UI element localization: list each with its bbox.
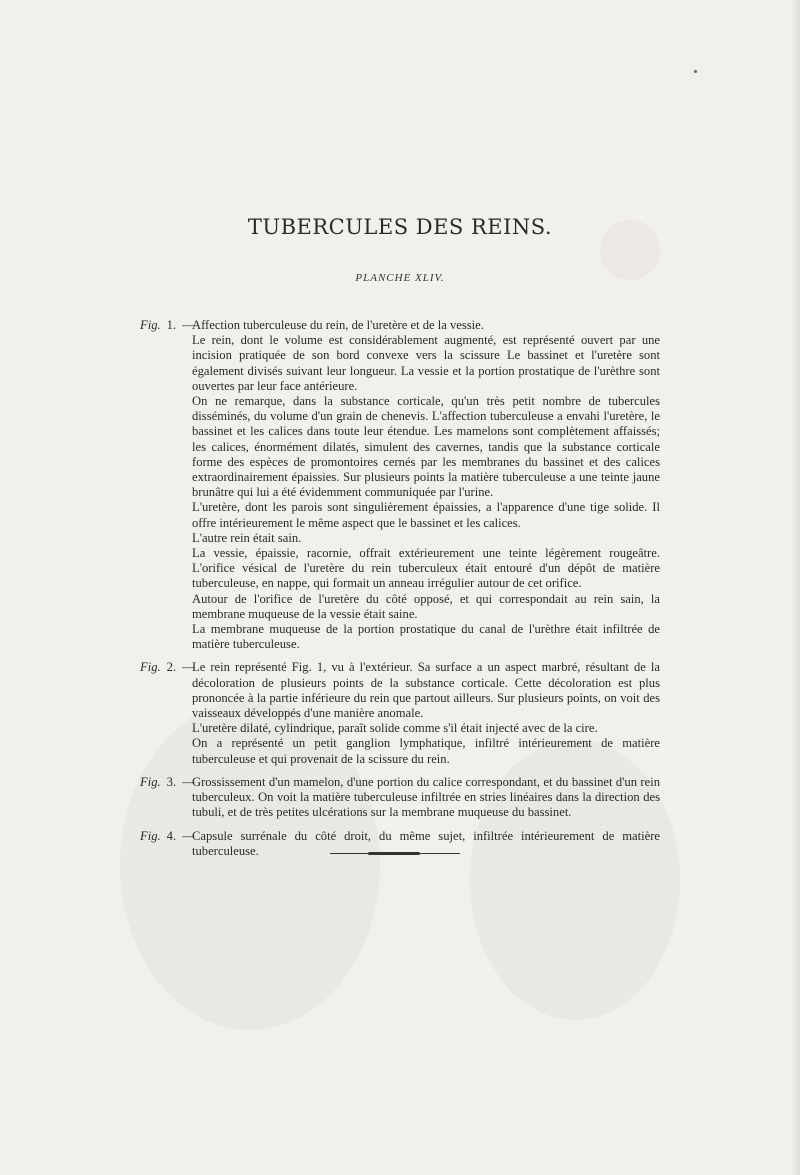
figure-label-abbrev: Fig. (140, 828, 161, 843)
decorative-rule-center (368, 852, 420, 855)
figure-descriptions (140, 318, 660, 867)
figure-entry (140, 318, 660, 652)
figure-label (140, 318, 195, 333)
figure-paragraph: L'uretère dilaté, cylindrique, paraît solide comme s'il était injecté avec de la cire. (192, 721, 598, 736)
figure-dash: — (182, 660, 195, 675)
figure-dash: — (182, 828, 195, 843)
figure-number: 3. (166, 774, 177, 789)
figure-number: 2. (166, 660, 177, 675)
ink-speck (694, 70, 697, 73)
figure-paragraph: Autour de l'orifice de l'uretère du côté opposé, et qui correspondait au rein sain, la membrane muqueuse de la vessie était saine. (192, 591, 660, 621)
figure-paragraph: La vessie, épaissie, racornie, offrait extérieurement une teinte légèrement rougeâtre. L'orifice vésical de l'uretère du rein tuberculeux était entouré d'un dépôt de matière tuberculeuse, en nappe, qui formait un anneau irrégulier autour de cet orifice. (192, 546, 660, 591)
figure-dash: — (182, 774, 195, 789)
figure-paragraph: L'autre rein était sain. (192, 530, 302, 545)
page-title: TUBERCULES DES REINS. (247, 215, 553, 239)
figure-paragraph: On ne remarque, dans la substance corticale, qu'un très petit nombre de tubercules disséminés, du volume d'un grain de chenevis. L'affection tuberculeuse a envahi l'uretère, le bassinet et les calices dans toute leur étendue. Les mamelons sont complètement affaissés; les calices, énormément dilatés, simulent des cavernes, tandis que la substance corticale forme des espèces de promontoires cernés par les membranes du bassinet et des calices extraordinairement épaissies. Sur plusieurs points la matière tuberculeuse a une teinte jaune brunâtre qui lui a été évidemment communiquée par l'urine. (192, 394, 660, 500)
figure-paragraph: Grossissement d'un mamelon, d'une portion du calice correspondant, et du bassinet d'un rein tuberculeux. On voit la matière tuberculeuse infiltrée en stries linéaires dans la direction des tubuli, et de très petites ulcérations sur la membrane muqueuse du bassinet. (192, 774, 660, 820)
figure-paragraph: Affection tuberculeuse du rein, de l'uretère et de la vessie. (192, 318, 484, 332)
figure-paragraph: Capsule surrénale du côté droit, du même sujet, infiltrée intérieurement de matière tuberculeuse. (192, 828, 660, 858)
figure-label-abbrev: Fig. (140, 660, 161, 675)
figure-number: 1. (166, 318, 177, 332)
figure-paragraph: On a représenté un petit ganglion lymphatique, infiltré intérieurement de matière tuberculeuse et qui provenait de la scissure du rein. (192, 736, 660, 766)
figure-label-abbrev: Fig. (140, 318, 161, 332)
figure-paragraph: L'uretère, dont les parois sont singulièrement épaissies, a l'apparence d'une tige solide. Il offre intérieurement le même aspect que le bassinet et les calices. (192, 500, 660, 530)
figure-entry (140, 660, 660, 766)
figure-label (140, 660, 195, 675)
figure-dash: — (182, 318, 195, 332)
figure-paragraph: Le rein, dont le volume est considérablement augmenté, est représenté ouvert par une incision pratiquée de son bord convexe vers la scissure Le bassinet et l'uretère sont également divisés suivant leur longueur. La vessie et la portion prostatique de l'urèthre sont ouvertes par leur face antérieure. (192, 333, 660, 393)
figure-paragraph: Le rein représenté Fig. 1, vu à l'extérieur. Sa surface a un aspect marbré, résultant de la décoloration de plusieurs points de la substance corticale. Cette décoloration est plus prononcée à la partie inférieure du rein que partout ailleurs. Sur plusieurs points, on voit des vaisseaux développés d'une manière anomale. (192, 660, 660, 721)
figure-paragraph: La membrane muqueuse de la portion prostatique du canal de l'urèthre était infiltrée de matière tuberculeuse. (192, 622, 660, 652)
figure-number: 4. (166, 828, 177, 843)
plate-subtitle: PLANCHE XLIV. (355, 272, 445, 284)
page-edge (790, 0, 800, 1175)
figure-label (140, 829, 195, 844)
figure-entry (140, 775, 660, 821)
figure-label-abbrev: Fig. (140, 774, 161, 789)
figure-label (140, 775, 195, 790)
